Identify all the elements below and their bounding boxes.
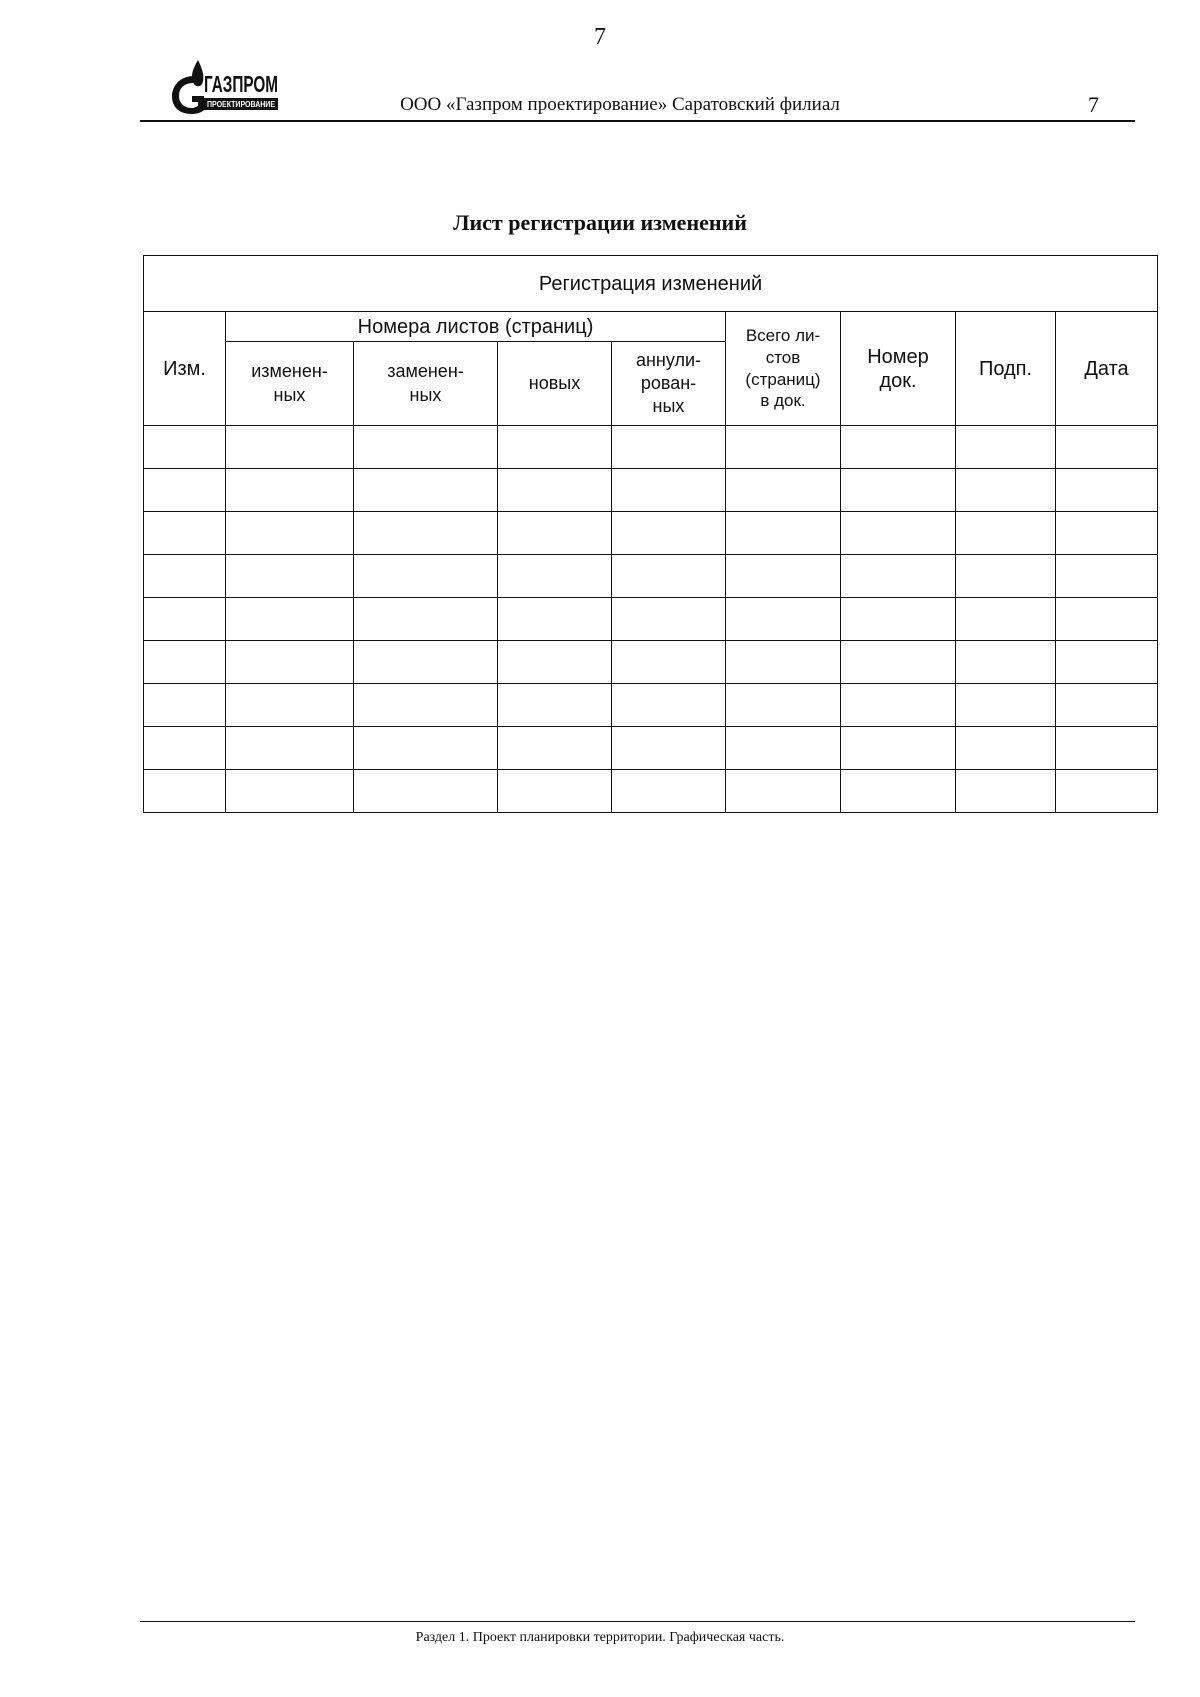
table-cell xyxy=(354,555,498,598)
table-cell xyxy=(498,770,612,813)
table-cell xyxy=(144,426,226,469)
table-cell xyxy=(956,641,1056,684)
gazprom-logo xyxy=(168,56,280,116)
table-cell xyxy=(726,684,841,727)
header-signature: Подп. xyxy=(956,312,1056,426)
table-cell xyxy=(612,598,726,641)
header-changed: изменен- ных xyxy=(226,342,354,426)
table-cell xyxy=(226,770,354,813)
table-cell xyxy=(1056,469,1158,512)
table-cell xyxy=(1056,770,1158,813)
table-row xyxy=(144,512,1158,555)
table-row xyxy=(144,770,1158,813)
table-cell xyxy=(498,727,612,770)
table-caption: Регистрация изменений xyxy=(144,256,1158,312)
table-cell xyxy=(956,770,1056,813)
table-cell xyxy=(612,512,726,555)
table-cell xyxy=(226,555,354,598)
table-row xyxy=(144,555,1158,598)
table-cell xyxy=(841,512,956,555)
table-row xyxy=(144,727,1158,770)
table-cell xyxy=(612,426,726,469)
logo-subtext: ПРОЕКТИРОВАНИЕ xyxy=(207,100,276,109)
header-replaced: заменен- ных xyxy=(354,342,498,426)
table-cell xyxy=(956,727,1056,770)
table-cell xyxy=(498,641,612,684)
table-cell xyxy=(612,555,726,598)
header-doc-number: Номер док. xyxy=(841,312,956,426)
table-cell xyxy=(956,469,1056,512)
table-cell xyxy=(726,727,841,770)
page-top-number: 7 xyxy=(594,24,606,50)
table-cell xyxy=(726,598,841,641)
table-cell xyxy=(354,512,498,555)
table-cell xyxy=(956,684,1056,727)
table-cell xyxy=(726,770,841,813)
table-row xyxy=(144,641,1158,684)
table-cell xyxy=(841,770,956,813)
logo-wordmark: ГАЗПРОМ xyxy=(204,71,278,97)
table-cell xyxy=(498,598,612,641)
table-cell xyxy=(354,770,498,813)
table-cell xyxy=(498,512,612,555)
table-cell xyxy=(498,469,612,512)
table-row xyxy=(144,469,1158,512)
table-cell xyxy=(726,512,841,555)
table-cell xyxy=(726,555,841,598)
table-cell xyxy=(956,555,1056,598)
header-new: новых xyxy=(498,342,612,426)
table-cell xyxy=(144,469,226,512)
header-total-sheets: Всего ли- стов (страниц) в док. xyxy=(726,312,841,426)
table-cell xyxy=(956,426,1056,469)
table-cell xyxy=(1056,598,1158,641)
table-cell xyxy=(226,684,354,727)
footer-text: Раздел 1. Проект планировки территории. Графическая часть. xyxy=(415,1630,785,1645)
header-page-number: 7 xyxy=(1088,92,1099,117)
table-cell xyxy=(841,727,956,770)
table-cell xyxy=(612,727,726,770)
table-cell xyxy=(226,469,354,512)
table-cell xyxy=(612,684,726,727)
change-registration-table xyxy=(143,255,1158,813)
table-cell xyxy=(354,727,498,770)
document-title: Лист регистрации изменений xyxy=(453,210,747,235)
table-cell xyxy=(841,555,956,598)
table-row xyxy=(144,598,1158,641)
header-sheet-numbers: Номера листов (страниц) xyxy=(226,312,726,342)
table-cell xyxy=(726,426,841,469)
table-cell xyxy=(354,469,498,512)
table-cell xyxy=(144,727,226,770)
table-row xyxy=(144,684,1158,727)
table-cell xyxy=(1056,727,1158,770)
table-cell xyxy=(1056,555,1158,598)
table-cell xyxy=(354,426,498,469)
table-cell xyxy=(226,598,354,641)
table-cell xyxy=(498,426,612,469)
table-cell xyxy=(354,641,498,684)
header-izm: Изм. xyxy=(144,312,226,426)
table-cell xyxy=(144,598,226,641)
table-cell xyxy=(956,512,1056,555)
table-cell xyxy=(612,641,726,684)
table-cell xyxy=(956,598,1056,641)
table-row xyxy=(144,426,1158,469)
table-cell xyxy=(144,684,226,727)
table-cell xyxy=(226,426,354,469)
table-cell xyxy=(144,512,226,555)
header-rule xyxy=(140,120,1135,122)
table-cell xyxy=(144,641,226,684)
table-cell xyxy=(841,598,956,641)
table-cell xyxy=(354,598,498,641)
table-cell xyxy=(1056,684,1158,727)
table-cell xyxy=(226,641,354,684)
table-cell xyxy=(1056,512,1158,555)
table-cell xyxy=(726,469,841,512)
table-cell xyxy=(354,684,498,727)
table-cell xyxy=(226,727,354,770)
table-cell xyxy=(226,512,354,555)
table-cell xyxy=(144,555,226,598)
table-cell xyxy=(1056,641,1158,684)
header-annulled: аннули- рован- ных xyxy=(612,342,726,426)
header-date: Дата xyxy=(1056,312,1158,426)
table-cell xyxy=(841,684,956,727)
table-cell xyxy=(726,641,841,684)
table-cell xyxy=(841,641,956,684)
table-cell xyxy=(498,555,612,598)
table-cell xyxy=(144,770,226,813)
table-cell xyxy=(498,684,612,727)
footer-rule xyxy=(140,1621,1135,1622)
table-cell xyxy=(1056,426,1158,469)
table-cell xyxy=(841,469,956,512)
header-org-name: ООО «Газпром проектирование» Саратовский филиал xyxy=(400,94,840,115)
table-cell xyxy=(612,469,726,512)
table-cell xyxy=(612,770,726,813)
table-cell xyxy=(841,426,956,469)
